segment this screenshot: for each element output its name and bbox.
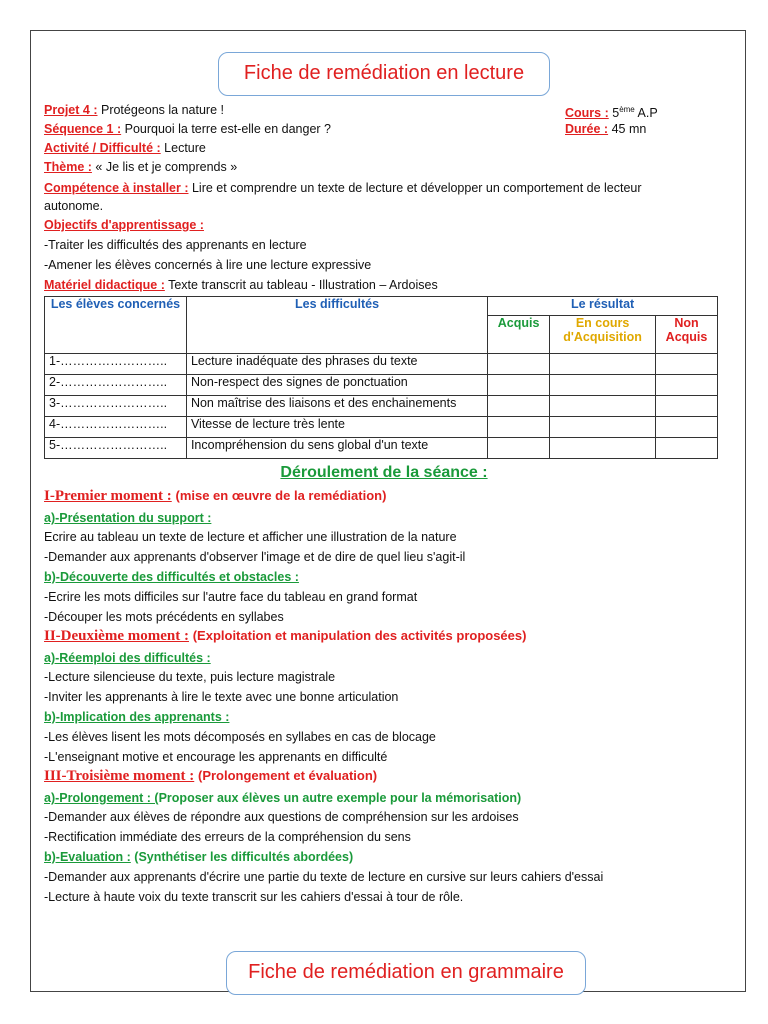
non-acquis-cell: [656, 438, 718, 459]
sequence-label: Séquence 1 :: [44, 122, 122, 136]
table-row: [45, 375, 718, 396]
activite-label: Activité / Difficulté :: [44, 141, 161, 155]
en-cours-cell: [550, 438, 656, 459]
moment2-b-label: b)-Implication des apprenants :: [44, 710, 230, 724]
objectif-2: -Amener les élèves concernés à lire une lecture expressive: [44, 258, 372, 272]
materiel-label: Matériel didactique :: [44, 278, 165, 292]
moment3-b-desc: (Synthétiser les difficultés abordées): [134, 850, 354, 864]
difficulte-cell: Non-respect des signes de ponctuation: [186, 375, 487, 396]
cours-label: Cours :: [565, 106, 609, 121]
en-cours-cell: [550, 354, 656, 375]
eleve-cell: 1-……………………..: [45, 354, 187, 375]
col-difficultes-header: Les difficultés: [186, 297, 487, 354]
moment2-a-label: a)-Réemploi des difficultés :: [44, 651, 211, 665]
moment3-a-heading: [44, 790, 521, 806]
moment3-b-2: -Lecture à haute voix du texte transcrit sur les cahiers d'essai à tour de rôle.: [44, 890, 464, 904]
projet-value: Protégeons la nature !: [100, 103, 224, 117]
moment3-label: III-Troisième moment :: [44, 768, 195, 784]
col-non-acquis-header: Non Acquis: [656, 316, 718, 354]
objectifs-line: [44, 217, 204, 233]
theme-label: Thème :: [44, 160, 92, 174]
cours-value: 5ème A.P: [612, 105, 658, 121]
non-acquis-cell: [656, 417, 718, 438]
activite-line: [44, 140, 206, 156]
page-title: Fiche de remédiation en lecture: [218, 52, 550, 96]
difficulte-cell: Incompréhension du sens global d'un texte: [186, 438, 487, 459]
moment3-a-1: -Demander aux élèves de répondre aux questions de compréhension sur les ardoises: [44, 810, 519, 824]
moment2-a-2: -Inviter les apprenants à lire le texte avec une bonne articulation: [44, 690, 399, 704]
duree-line: [565, 121, 646, 137]
competence-label: Compétence à installer :: [44, 181, 189, 195]
eleve-cell: 5-……………………..: [45, 438, 187, 459]
eleve-cell: 3-……………………..: [45, 396, 187, 417]
moment2-b-1: -Les élèves lisent les mots décomposés en syllabes en cas de blocage: [44, 730, 436, 744]
moment2-heading: [44, 628, 526, 644]
non-acquis-cell: [656, 396, 718, 417]
materiel-value: Texte transcrit au tableau - Illustration – Ardoises: [168, 278, 438, 292]
sequence-value: Pourquoi la terre est-elle en danger ?: [124, 122, 331, 136]
difficulte-cell: Vitesse de lecture très lente: [186, 417, 487, 438]
competence-line: [44, 180, 642, 196]
table-row: [45, 417, 718, 438]
moment1-heading: [44, 488, 386, 504]
table-row: [45, 354, 718, 375]
theme-line: [44, 159, 237, 175]
moment1-b-label: b)-Découverte des difficultés et obstacles :: [44, 570, 299, 584]
moment1-b-1: -Ecrire les mots difficiles sur l'autre face du tableau en grand format: [44, 590, 418, 604]
projet-label: Projet 4 :: [44, 103, 98, 117]
moment3-a-2: -Rectification immédiate des erreurs de la compréhension du sens: [44, 830, 411, 844]
next-page-title: Fiche de remédiation en grammaire: [226, 951, 586, 995]
cours-line: [565, 102, 658, 121]
moment3-heading: [44, 768, 377, 784]
objectifs-label: Objectifs d'apprentissage :: [44, 218, 204, 232]
eleve-cell: 4-……………………..: [45, 417, 187, 438]
en-cours-cell: [550, 396, 656, 417]
duree-label: Durée :: [565, 122, 609, 136]
materiel-line: [44, 277, 438, 293]
activite-value: Lecture: [164, 141, 206, 155]
en-cours-cell: [550, 417, 656, 438]
difficulte-cell: Non maîtrise des liaisons et des enchainements: [186, 396, 487, 417]
table-row: [45, 438, 718, 459]
table-row: [45, 396, 718, 417]
difficulte-cell: Lecture inadéquate des phrases du texte: [186, 354, 487, 375]
moment3-a-desc: Proposer aux élèves un autre exemple pour la mémorisation): [158, 791, 522, 805]
theme-value: « Je lis et je comprends »: [95, 160, 238, 174]
moment1-a-1: Ecrire au tableau un texte de lecture et afficher une illustration de la nature: [44, 530, 457, 544]
col-resultat-header: Le résultat: [488, 297, 718, 316]
objectif-1: -Traiter les difficultés des apprenants en lecture: [44, 238, 307, 252]
acquis-cell: [488, 417, 550, 438]
competence-value: Lire et comprendre un texte de lecture et développer un comportement de lecteur: [191, 181, 642, 195]
non-acquis-cell: [656, 354, 718, 375]
non-acquis-cell: [656, 375, 718, 396]
acquis-cell: [488, 396, 550, 417]
acquis-cell: [488, 354, 550, 375]
moment1-a-2: -Demander aux apprenants d'observer l'image et de dire de quel lieu s'agit-il: [44, 550, 466, 564]
acquis-cell: [488, 438, 550, 459]
eleve-cell: 2-……………………..: [45, 375, 187, 396]
competence-line-2: autonome.: [44, 199, 104, 213]
col-eleves-header: Les élèves concernés: [45, 297, 187, 354]
moment2-a-1: -Lecture silencieuse du texte, puis lecture magistrale: [44, 670, 336, 684]
col-acquis-header: Acquis: [488, 316, 550, 354]
duree-value: 45 mn: [611, 122, 647, 136]
moment3-b-label: b)-Evaluation :: [44, 850, 131, 864]
deroulement-title: Déroulement de la séance :: [280, 464, 488, 481]
moment3-b-1: -Demander aux apprenants d'écrire une partie du texte de lecture en cursive sur leurs cahiers d'essai: [44, 870, 604, 884]
difficulties-table: [44, 296, 718, 459]
sequence-line: [44, 121, 331, 137]
en-cours-cell: [550, 375, 656, 396]
moment2-desc: (Exploitation et manipulation des activités proposées): [192, 628, 527, 643]
moment3-desc: (Prolongement et évaluation): [198, 768, 378, 783]
moment1-a-label: a)-Présentation du support :: [44, 511, 212, 525]
moment1-desc: (mise en œuvre de la remédiation): [175, 488, 387, 503]
col-en-cours-header: En cours d'Acquisition: [550, 316, 656, 354]
moment2-label: II-Deuxième moment :: [44, 628, 189, 644]
moment2-b-2: -L'enseignant motive et encourage les apprenants en difficulté: [44, 750, 388, 764]
moment3-a-label: a)-Prolongement : (: [44, 791, 159, 805]
moment3-b-heading: [44, 849, 353, 865]
moment1-label: I-Premier moment :: [44, 488, 172, 504]
projet-line: [44, 102, 224, 118]
acquis-cell: [488, 375, 550, 396]
moment1-b-2: -Découper les mots précédents en syllabes: [44, 610, 284, 624]
